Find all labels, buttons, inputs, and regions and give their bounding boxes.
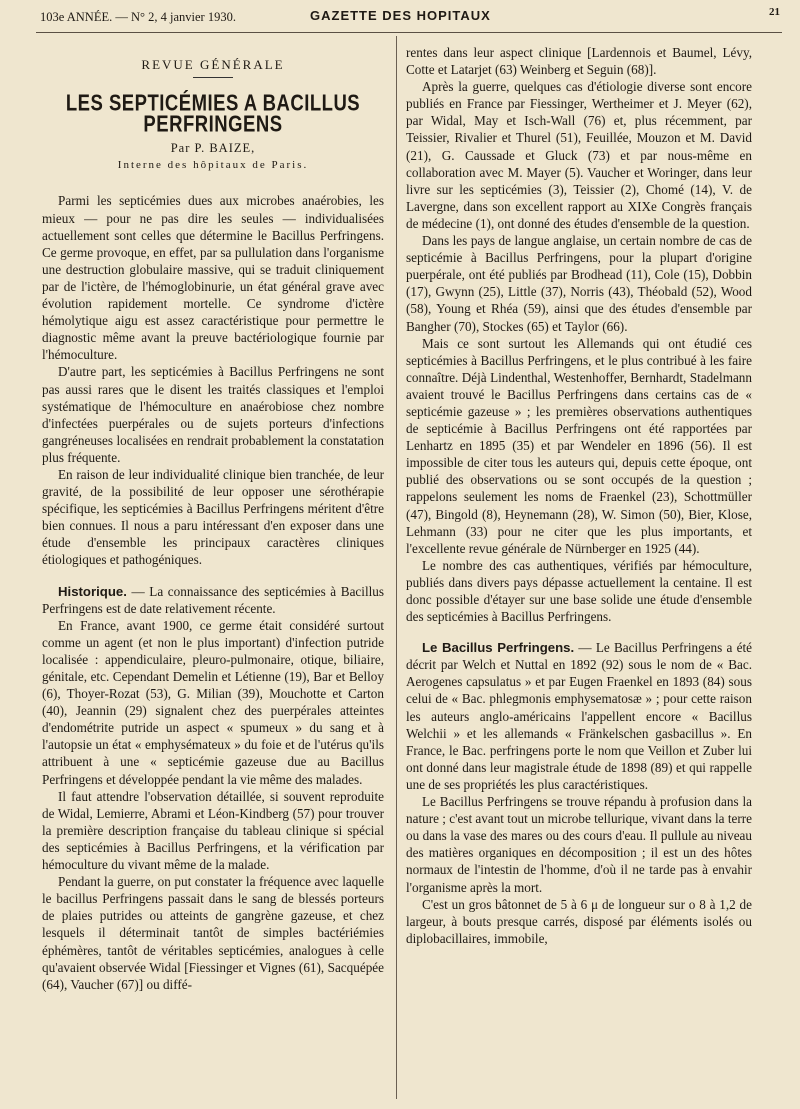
paragraph: En raison de leur individualité clinique bien tranchée, de leur gravité, de la possibilité de leur opposer une sérothérapie spécifique, les septicémies à Bacillus Perfringens méritent d'être bien connues. Il nous a paru intéressant d'en exposer dans une étude d'ensemble les principaux caractères cliniques étiologiques et pathogéniques. — [42, 466, 384, 568]
bacillus-heading: Le Bacillus Perfringens. — [422, 640, 575, 656]
paragraph: Il faut attendre l'observation détaillée, si souvent reproduite de Widal, Lemierre, Abrami et Léon-Kindberg (57) pour trouver la première description française du tableau clinique si spécial des septicémies à Bacillus Perfringens, et la vérification par hémoculture du vivant même de la malade. — [42, 788, 384, 873]
paragraph: Parmi les septicémies dues aux microbes anaérobies, les mieux — pour ne pas dire les seules — individualisées actuellement sont celles que détermine le Bacillus Perfringens. Ce germe provoque, en effet, par sa pullulation dans l'organisme une destruction globulaire massive, qui se traduit cliniquement par de l'ictère, de l'hémoglobinurie, un état général grave avec évolution rapidement mortelle. Ce syndrome d'ictère hémolytique aigu est assez caractéristique pour permettre le diagnostic même avant la preuve bactériologique fournie par l'hémoculture. — [42, 193, 384, 363]
paragraph: Mais ce sont surtout les Allemands qui ont étudié ces septicémies à Bacillus Perfringens, et le plus contribué à les faire connaître. Déjà Lindenthal, Westenhoffer, Bernhardt, Stadelmann avaient trouvé le Bacillus Perfringens dans certains cas de « septicémie gazeuse » ; les premières observations authentiques de septicémie à Bacillus Perfringens ont été rapportées par Lenhartz en 1895 (35) et par Wendeler en 1896 (56). Il est impossible de citer tous les auteurs qui, depuis cette époque, ont publié des observations ou se sont occupés de la question ; rappelons seulement les noms de Fraenkel (23), Schottmüller (47), Bingold (8), Heynemann (28), W. Simon (50), Bier, Klose, Lehmann (33) pour ne citer que les plus importants, et l'excellente revue générale de Nürnberger en 1925 (44). — [406, 335, 752, 556]
byline: Par P. BAIZE, — [170, 141, 256, 156]
paragraph: D'autre part, les septicémies à Bacillus Perfringens ne sont pas aussi rares que le disent les traités classiques et l'emploi systématique de l'hémoculture en anaérobiose chez nombre d'infectées puerpérales ou de sujets porteurs d'infections gangréneuses localisées en rendrait probablement la constatation plus fréquente. — [42, 364, 384, 465]
paragraph: rentes dans leur aspect clinique [Lardennois et Baumel, Lévy, Cotte et Latarjet (63) Weinberg et Seguin (68)]. — [406, 45, 752, 78]
paragraph: C'est un gros bâtonnet de 5 à 6 μ de longueur sur o 8 à 1,2 de largeur, à bouts presque carrés, disposé par éléments isolés ou diplobacillaires, immobile, — [406, 896, 752, 946]
paragraph: Le nombre des cas authentiques, vérifiés par hémoculture, publiés dans divers pays dépasse actuellement la centaine. Il est donc possible d'étayer sur une base solide une étude d'ensemble des septicémies à Bacillus Perfringens. — [406, 557, 752, 625]
issue-info: 103e ANNÉE. — N° 2, 4 janvier 1930. — [40, 10, 236, 24]
section-rule — [193, 77, 233, 78]
paragraph-text: — La connaissance des septicémies à Bacillus Perfringens est de date relativement récente. — [42, 583, 384, 616]
column-divider — [396, 36, 397, 1099]
paragraph: En France, avant 1900, ce germe était considéré surtout comme un agent (et non le plus important) d'infection putride localisée : appendiculaire, pleuro-pulmonaire, otique, biliaire, génitale, etc. Cependant Demelin et Létienne (19), Bar et Belloy (6), Thoyer-Rozat (53), G. Milian (39), Mouchotte et Carton (40), Jeannin (29) signalent chez des puerpérales atteintes d'endométrite putride un aspect « spumeux » du sang et à l'autopsie un état « emphysémateux » du foie et de l'utérus qu'ils attribuent à une « septicémie gazeuse due au Bacillus Perfringens et développée pendant la vie même des malades. — [42, 617, 384, 787]
paragraph: Le Bacillus Perfringens se trouve répandu à profusion dans la nature ; c'est avant tout un microbe tellurique, vivant dans la terre ou dans la vase des mares ou des cours d'eau. Il pullule au niveau des matières organiques en décomposition ; il est un des hôtes normaux de l'intestin de l'homme, d'où il ne tarde pas à envahir l'organisme après la mort. — [406, 794, 752, 895]
right-column — [406, 44, 752, 947]
paragraph-text: — Le Bacillus Perfringens a été décrit par Welch et Nuttal en 1892 (92) sous le nom de « Bac. Aerogenes capsulatus » et par Eugen Fraenkel en 1893 (84) sous celui de « Bac. phlegmonis emphysematosæ » ; pour cette raison les auteurs anglo-américains l'appellent encore « Bacillus Welchii » et les allemands « Fränkelschen gasbacillus ». En France, le Bac. perfringens porte le nom que Veillon et Zuber lui ont donné dans leur magistrale étude de 1898 (89) et qui rappelle une de ses propriétés les plus caractéristiques. — [406, 640, 752, 792]
page-number: 21 — [769, 6, 780, 18]
section-title: REVUE GÉNÉRALE — [141, 57, 285, 72]
article-title: LES SEPTICÉMIES A BACILLUS PERFRINGENS — [65, 89, 361, 137]
author-affiliation: Interne des hôpitaux de Paris. — [117, 159, 309, 172]
left-column — [42, 40, 384, 993]
bacillus-paragraph — [406, 639, 752, 793]
historique-heading: Historique. — [58, 583, 127, 599]
running-header — [40, 8, 780, 28]
paragraph: Pendant la guerre, on put constater la fréquence avec laquelle le bacillus Perfringens passait dans le sang de blessés porteurs de plaies putrides ou atteints de gangrène gazeuse, et chez lesquels il déterminait tantôt de simples bactériémies éphémères, tantôt de véritables septicémies, analogues à celle qu'avaient observée Widal [Fiessinger et Vignes (61), Sacquépée (64), Vaucher (67)] ou diffé- — [42, 874, 384, 992]
historique-paragraph — [42, 583, 384, 617]
journal-name: GAZETTE DES HOPITAUX — [310, 8, 491, 23]
paragraph: Après la guerre, quelques cas d'étiologie diverse sont encore publiés en France par Fiessinger, Wertheimer et J. Meyer (62), par Widal, May et Isch-Wall (76) et, plus récemment, par Teissier, Rivalier et Thurel (51), Feuillée, Mouzon et M. David (21), G. Caussade et Gluck (73) et par nous-même en collaboration avec M. Mayer (5). Vaucher et Woringer, dans leur livre sur les septicémies (3), Teissier (2), Chomé (14), V. de Lavergne, dans son excellent rapport au XIXe Congrès français de médecine (1), ont donné des études d'ensemble de la question. — [406, 79, 752, 231]
header-rule — [36, 32, 782, 33]
paragraph: Dans les pays de langue anglaise, un certain nombre de cas de septicémie à Bacillus Perfringens, pour la plupart d'origine puerpérale, ont été publiés par Brodhead (11), Cole (15), Dobbin (17), Gwynn (25), Little (37), Norris (43), Théobald (52), Wood (58), Young et Rhéa (59), ainsi que des études d'ensemble par Bangher (70), Stockes (65) et Taylor (66). — [406, 233, 752, 334]
